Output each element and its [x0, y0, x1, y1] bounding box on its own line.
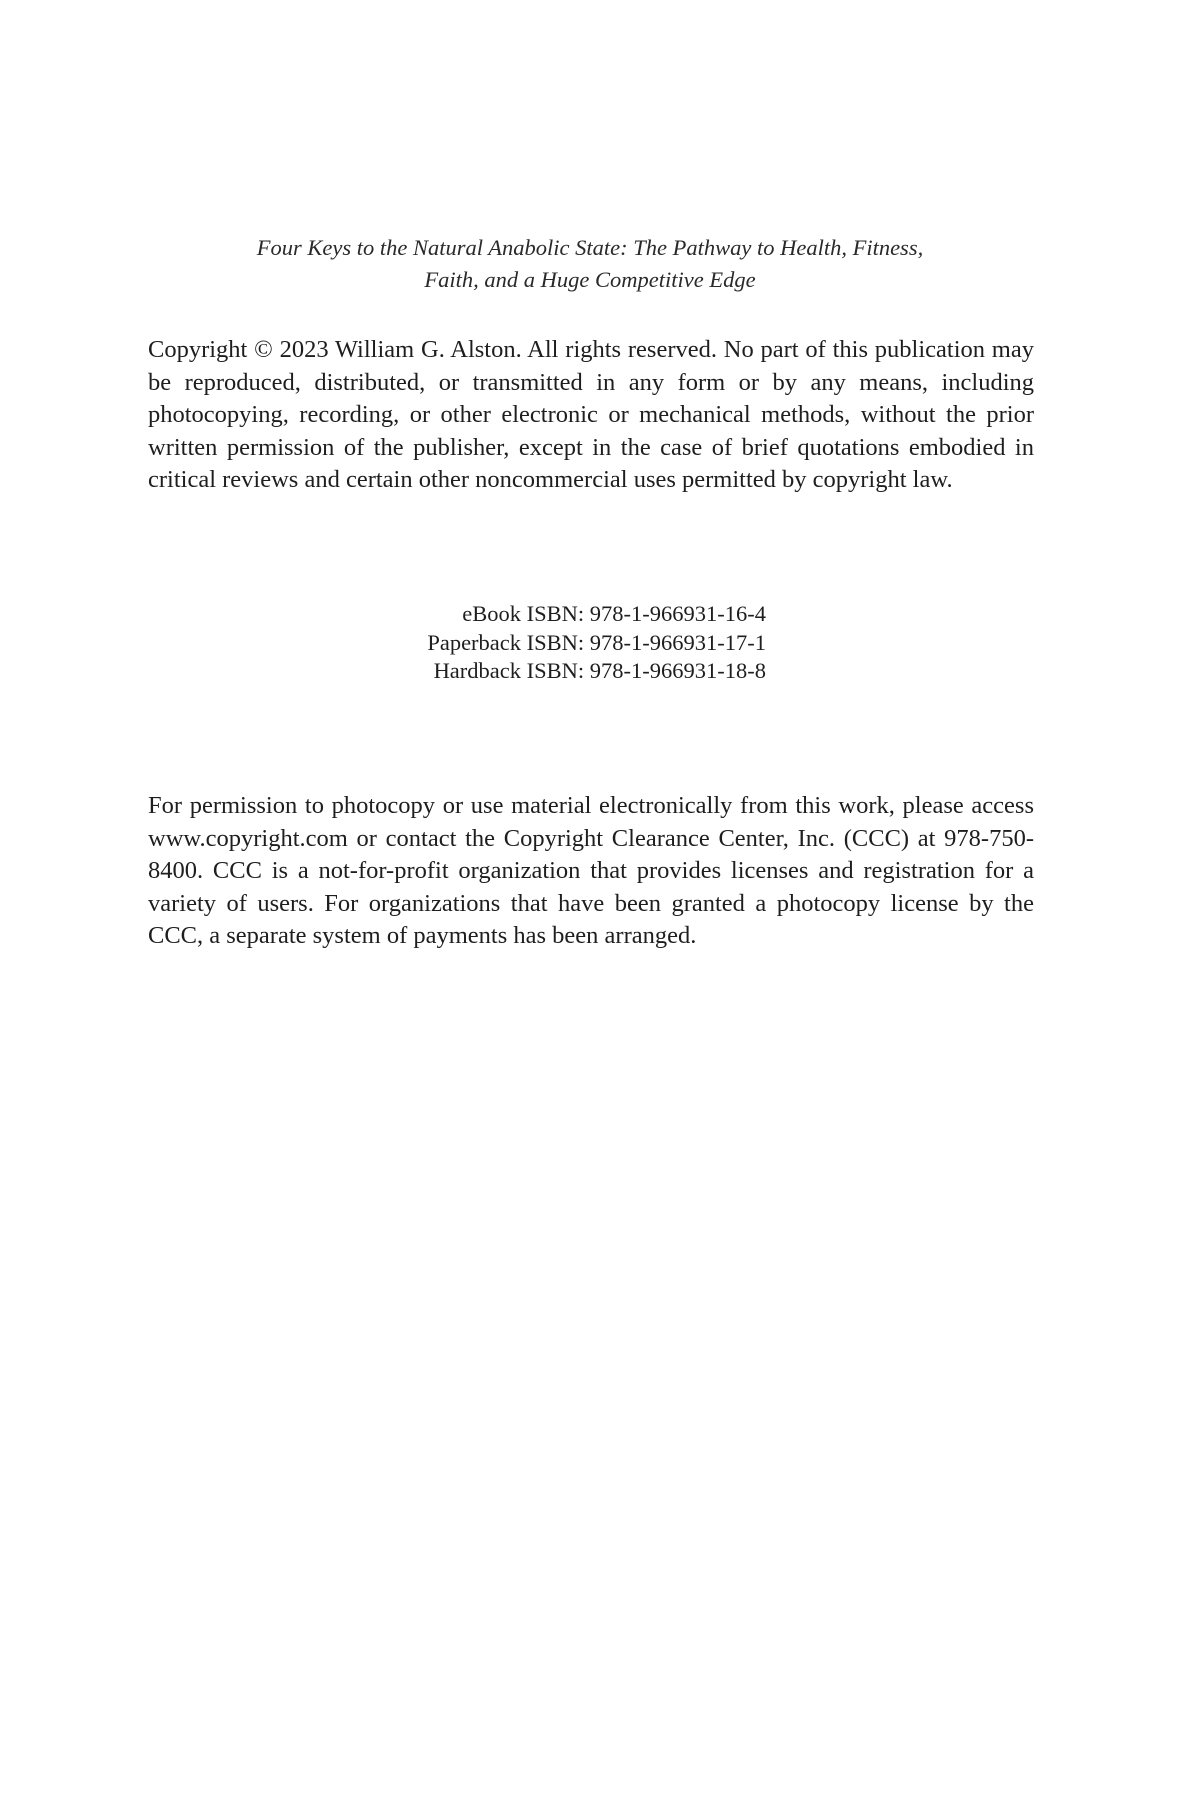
- hardback-isbn: Hardback ISBN: 978-1-966931-18-8: [433, 658, 766, 683]
- permission-notice: For permission to photocopy or use material electronically from this work, please access www.copyright.com or contact the Copyright Clearance Center, Inc. (CCC) at 978-750-8400. CCC is a not-for-profit organization that provides licenses and registration for a variety of users. For organizations that have been granted a photocopy license by the CCC, a separate system of payments has been arranged.: [148, 792, 1034, 950]
- book-title-line-1: Four Keys to the Natural Anabolic State: The Pathway to Health, Fitness,: [256, 235, 924, 260]
- copyright-notice: Copyright © 2023 William G. Alston. All rights reserved. No part of this publication may be reproduced, distributed, or transmitted in any form or by any means, including photocopying, recording, or other electronic or mechanical methods, without the prior written permission of the publisher, except in the case of brief quotations embodied in critical reviews and certain other noncommercial uses permitted by copyright law.: [148, 336, 1034, 494]
- ebook-isbn: eBook ISBN: 978-1-966931-16-4: [462, 601, 766, 626]
- book-title-line-2: Faith, and a Huge Competitive Edge: [424, 267, 756, 292]
- book-title: [148, 232, 1032, 296]
- isbn-list: [300, 600, 766, 686]
- paperback-isbn: Paperback ISBN: 978-1-966931-17-1: [427, 629, 766, 655]
